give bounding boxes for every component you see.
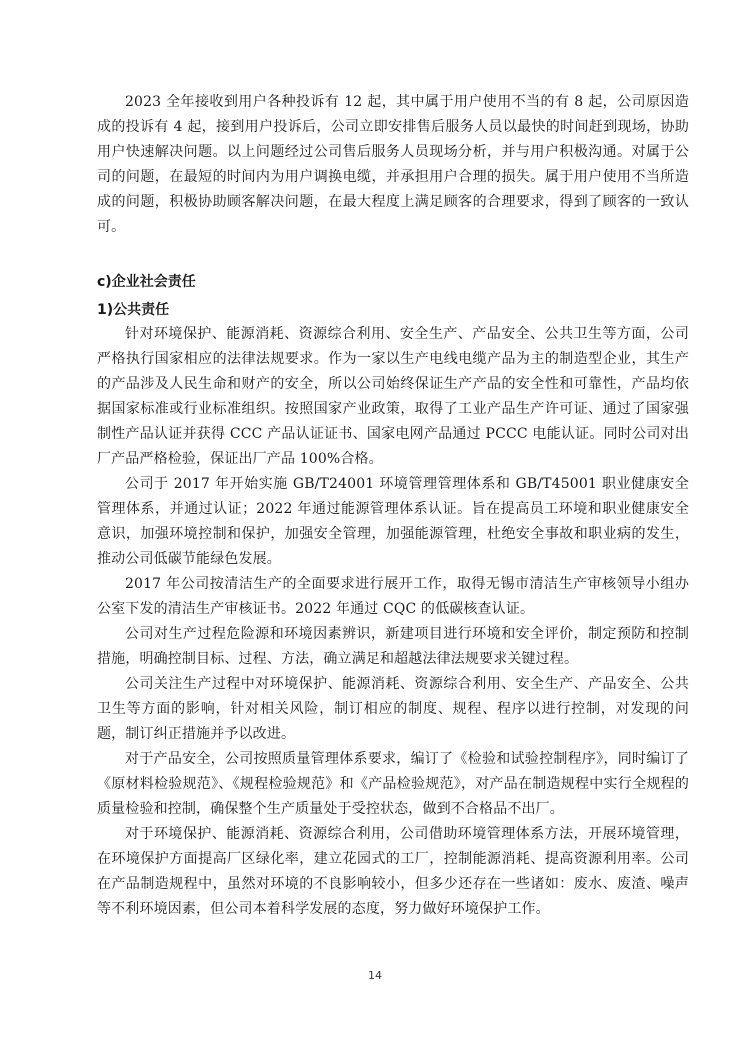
paragraph-public-responsibility: 针对环境保护、能源消耗、资源综合利用、安全生产、产品安全、公共卫生等方面，公司严格执行国家相应的法律法规要求。作为一家以生产电线电缆产品为主的制造型企业，其生产的产品涉及人民生命和财产的安全，所以公司始终保证生产产品的安全性和可靠性，产品均依据国家标准或行业标准组织。按照国家产业政策，取得了工业产品生产许可证、通过了国家强制性产品认证并获得 CCC 产品认证证书、国家电网产品通过 PCCC 电能认证。同时公司对出厂产品严格检验，保证出厂产品 100%合格。 [97, 326, 689, 467]
page-number: 14 [368, 969, 382, 982]
intro-paragraph: 2023 全年接收到用户各种投诉有 12 起，其中属于用户使用不当的有 8 起，公司原因造成的投诉有 4 起，接到用户投诉后，公司立即安排售后服务人员以最快的时间赶到现场，协助用户快速解决问题。以上问题经过公司售后服务人员现场分析，并与用户积极沟通。对属于公司的问题，在最短的时间内为用户调换电缆，并承担用户合理的损失。属于用户使用不当所造成的问题，积极协助顾客解决问题，在最大程度上满足顾客的合理要求，得到了顾客的一致认可。 [97, 94, 689, 235]
page-content [97, 90, 689, 922]
paragraph-management-systems: 公司于 2017 年开始实施 GB/T24001 环境管理管理体系和 GB/T45001 职业健康安全管理体系，并通过认证；2022 年通过能源管理体系认证。旨在提高员工环境和职业健康安全意识，加强环境控制和保护，加强安全管理，加强能源管理，杜绝安全事故和职业病的发生，推动公司低碳节能绿色发展。 [97, 476, 689, 567]
paragraph-product-safety: 对于产品安全，公司按照质量管理体系要求，编订了《检验和试验控制程序》，同时编订了《原材料检验规范》、《规程检验规范》和《产品检验规范》，对产品在制造规程中实行全规程的质量检验和控制，确保整个生产质量处于受控状态，做到不合格品不出厂。 [97, 751, 689, 817]
paragraph-process-control: 公司关注生产过程中对环境保护、能源消耗、资源综合利用、安全生产、产品安全、公共卫生等方面的影响，针对相关风险，制订相应的制度、规程、程序以进行控制，对发现的问题，制订纠正措施并予以改进。 [97, 676, 689, 742]
subsection-heading: 1)公共责任 [97, 302, 170, 318]
paragraph-environmental-protection: 对于环境保护、能源消耗、资源综合利用，公司借助环境管理体系方法，开展环境管理，在环境保护方面提高厂区绿化率，建立花园式的工厂，控制能源消耗、提高资源利用率。公司在产品制造规程中，虽然对环境的不良影响较小，但多少还存在一些诸如：废水、废渣、噪声等不利环境因素，但公司本着科学发展的态度，努力做好环境保护工作。 [97, 826, 689, 917]
section-heading: c)企业社会责任 [97, 274, 196, 290]
paragraph-hazard-identification: 公司对生产过程危险源和环境因素辨识，新建项目进行环境和安全评价，制定预防和控制措施，明确控制目标、过程、方法，确立满足和超越法律法规要求关键过程。 [97, 626, 689, 667]
paragraph-clean-production: 2017 年公司按清洁生产的全面要求进行展开工作，取得无锡市清洁生产审核领导小组办公室下发的清洁生产审核证书。2022 年通过 CQC 的低碳核查认证。 [97, 576, 689, 617]
